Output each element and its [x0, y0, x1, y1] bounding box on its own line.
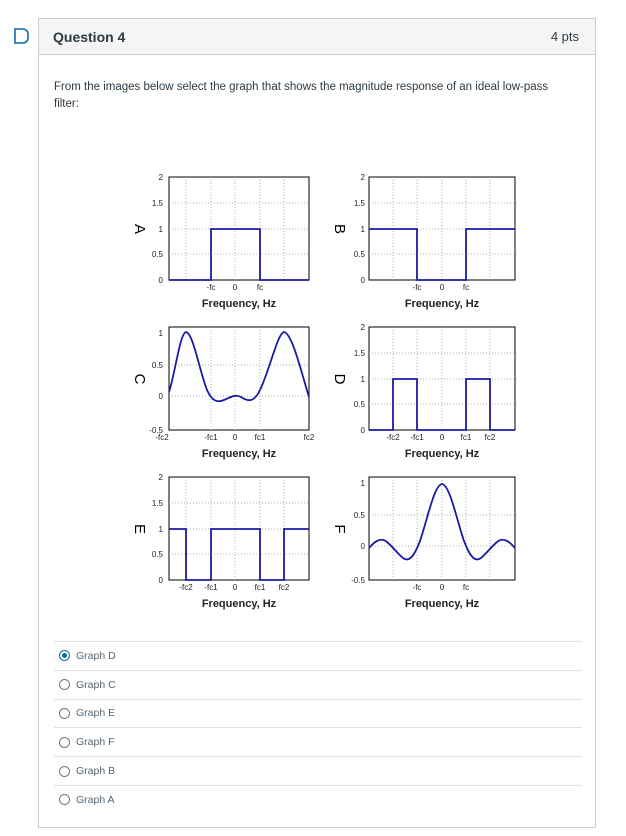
- question-text: From the images below select the graph that shows the magnitude response of an ideal low-pass filter:: [54, 81, 549, 110]
- panel-f-label: F: [331, 524, 348, 534]
- panel-a-xlabel: Frequency, Hz: [201, 298, 277, 310]
- panel-c-ytick: 0: [158, 392, 163, 401]
- panel-e-xtick: -fc1: [204, 583, 218, 592]
- panel-c-xtick: fc2: [303, 433, 315, 442]
- panel-d-ytick: 1.5: [353, 349, 365, 358]
- radio-button-selected[interactable]: [59, 650, 70, 661]
- panel-a-ytick: 1.5: [151, 199, 163, 208]
- panel-c-ytick: 0.5: [151, 361, 163, 370]
- panel-b-xlabel: Frequency, Hz: [404, 298, 480, 310]
- panel-b-ytick: 1.5: [353, 199, 365, 208]
- answer-label: Graph B: [76, 765, 116, 778]
- graphs-figure: [79, 149, 539, 624]
- panel-b-xtick: fc: [462, 283, 470, 292]
- panel-d: [331, 323, 515, 460]
- answer-label: Graph D: [76, 649, 116, 662]
- answer-label: Graph E: [76, 707, 116, 720]
- panel-f-ytick: 1: [360, 479, 365, 488]
- panel-f: [331, 477, 515, 610]
- panel-a: [131, 173, 309, 310]
- panel-c-ytick: 1: [158, 329, 163, 338]
- panel-d-ytick: 0: [360, 426, 365, 435]
- panel-c: [131, 327, 315, 460]
- panel-f-ytick: -0.5: [351, 576, 365, 585]
- panel-f-ytick: 0: [360, 542, 365, 551]
- radio-button[interactable]: [59, 766, 70, 777]
- panel-e-ytick: 1.5: [151, 499, 163, 508]
- radio-button[interactable]: [59, 737, 70, 748]
- answer-option-graph-e[interactable]: [54, 699, 582, 728]
- question-points: 4 pts: [550, 29, 579, 44]
- answer-label: Graph F: [76, 736, 115, 749]
- panel-c-xtick: -fc1: [204, 433, 218, 442]
- answer-label: Graph C: [76, 678, 116, 691]
- panel-e-xtick: 0: [232, 583, 238, 592]
- panel-b-xtick: 0: [439, 283, 445, 292]
- panel-d-ytick: 1: [360, 375, 365, 384]
- question-card: [38, 18, 596, 828]
- panel-b-xtick: -fc: [412, 283, 422, 292]
- panel-b-ytick: 0.5: [353, 250, 365, 259]
- panel-e-label: E: [131, 523, 148, 535]
- panel-f-ytick: 0.5: [353, 511, 365, 520]
- panel-f-xtick: 0: [439, 583, 445, 592]
- panel-a-xtick: -fc: [206, 283, 216, 292]
- answer-option-graph-d[interactable]: [54, 641, 582, 670]
- panel-f-xlabel: Frequency, Hz: [404, 598, 480, 610]
- panel-e-ytick: 0: [158, 576, 163, 585]
- panel-d-xtick: -fc1: [410, 433, 424, 442]
- answer-list: [54, 641, 582, 814]
- panel-e-xtick: fc2: [278, 583, 290, 592]
- panel-f-xtick: fc: [462, 583, 470, 592]
- panel-a-xtick: 0: [232, 283, 238, 292]
- panel-d-xtick: 0: [439, 433, 445, 442]
- panel-b-ytick: 2: [360, 173, 365, 182]
- panel-d-xtick: fc1: [460, 433, 472, 442]
- panel-e-ytick: 2: [158, 473, 163, 482]
- panel-b: [331, 173, 515, 310]
- panel-e-xtick: -fc2: [179, 583, 193, 592]
- panel-a-ytick: 0: [158, 276, 163, 285]
- panel-a-label: A: [131, 223, 148, 235]
- answer-option-graph-f[interactable]: [54, 727, 582, 756]
- panel-e: [131, 473, 309, 610]
- panel-d-label: D: [331, 373, 348, 385]
- panel-c-xtick: fc1: [254, 433, 266, 442]
- panel-d-ytick: 2: [360, 323, 365, 332]
- panel-b-label: B: [331, 223, 348, 235]
- panel-a-ytick: 1: [158, 225, 163, 234]
- question-header: [39, 19, 595, 55]
- panel-c-ytick: -0.5: [149, 426, 163, 435]
- panel-c-label: C: [131, 373, 148, 385]
- answer-option-graph-c[interactable]: [54, 670, 582, 699]
- panel-b-ytick: 1: [360, 225, 365, 234]
- panel-e-ytick: 1: [158, 525, 163, 534]
- panel-a-ytick: 2: [158, 173, 163, 182]
- panel-d-xtick: -fc2: [386, 433, 400, 442]
- radio-button[interactable]: [59, 794, 70, 805]
- radio-button[interactable]: [59, 679, 70, 690]
- panel-a-ytick: 0.5: [151, 250, 163, 259]
- answer-label: Graph A: [76, 793, 115, 806]
- panel-e-xtick: fc1: [254, 583, 266, 592]
- panel-a-xtick: fc: [256, 283, 264, 292]
- panel-d-ytick: 0.5: [353, 400, 365, 409]
- panel-e-xlabel: Frequency, Hz: [201, 598, 277, 610]
- panel-e-ytick: 0.5: [151, 550, 163, 559]
- panel-d-xtick: fc2: [484, 433, 496, 442]
- panel-f-xtick: -fc: [412, 583, 422, 592]
- panel-c-xtick: -fc2: [155, 433, 169, 442]
- answer-option-graph-b[interactable]: [54, 756, 582, 785]
- bookmark-flag-icon[interactable]: [11, 26, 31, 46]
- panel-d-xlabel: Frequency, Hz: [404, 448, 480, 460]
- radio-button[interactable]: [59, 708, 70, 719]
- panel-c-axes: [169, 327, 309, 430]
- panel-c-xlabel: Frequency, Hz: [201, 448, 277, 460]
- panel-c-xtick: 0: [232, 433, 238, 442]
- question-title: Question 4: [53, 28, 126, 45]
- answer-option-graph-a[interactable]: [54, 785, 582, 814]
- panel-b-ytick: 0: [360, 276, 365, 285]
